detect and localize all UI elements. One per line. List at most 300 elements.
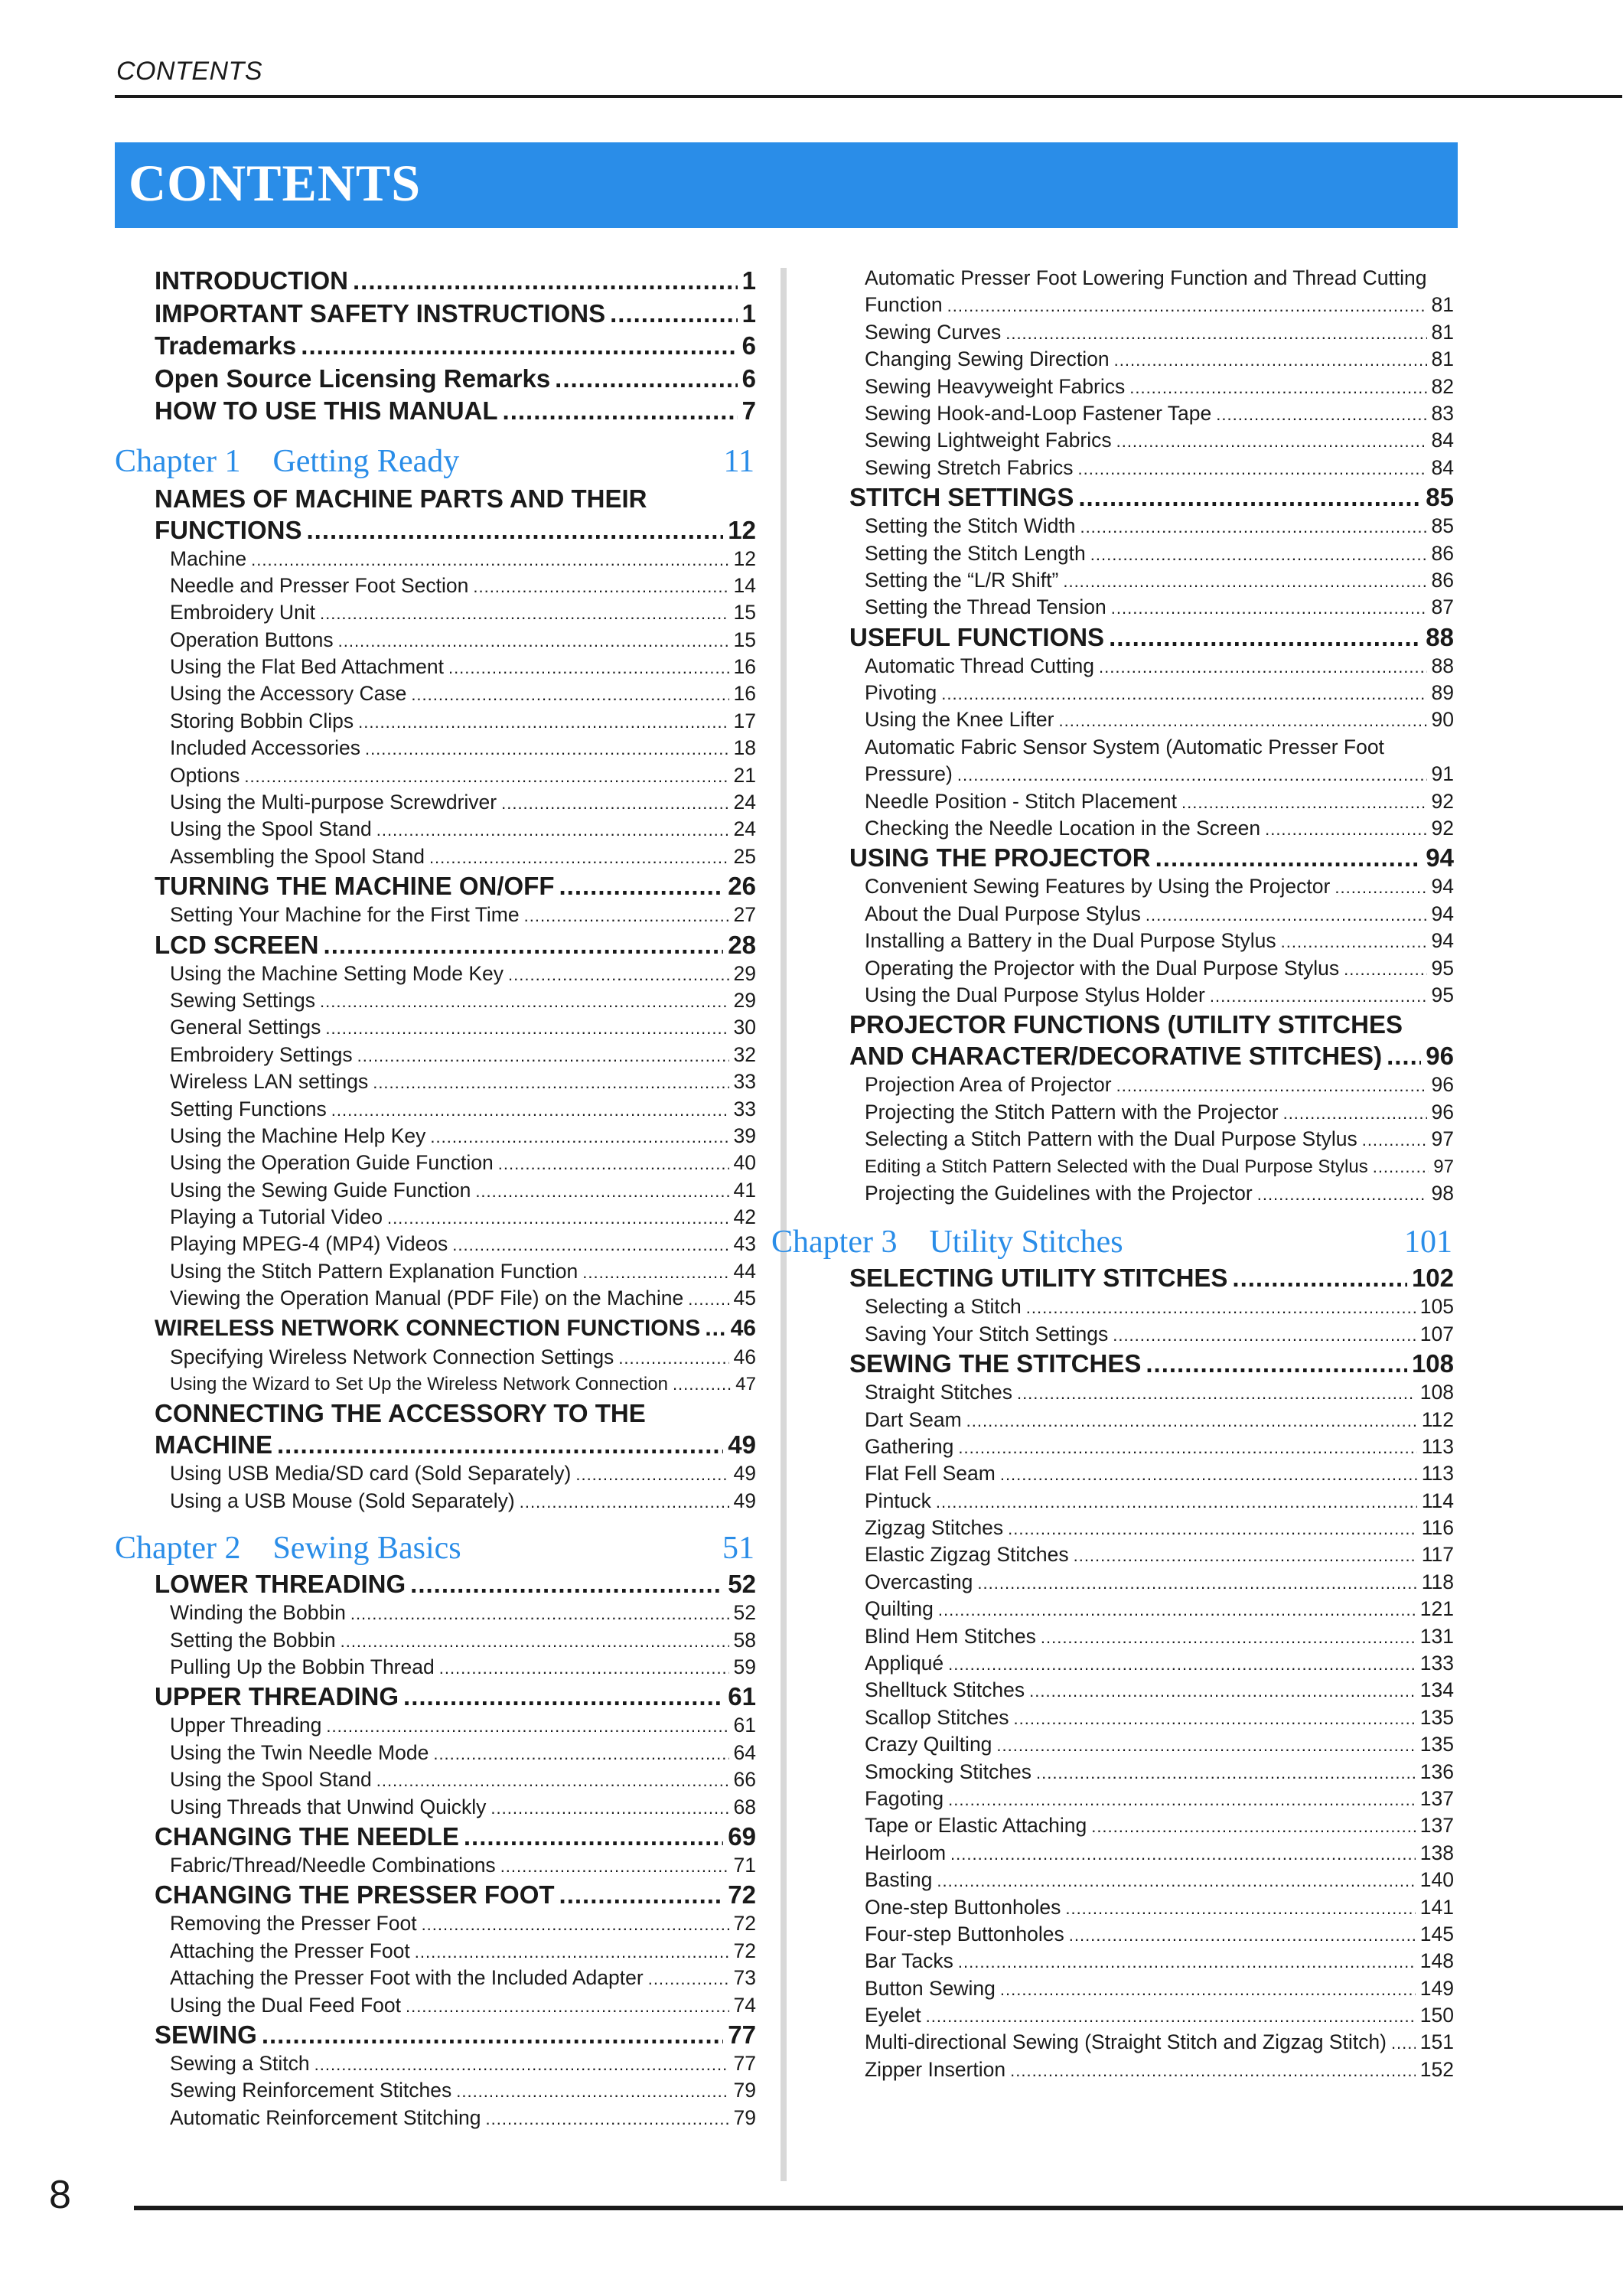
toc-group (115, 1681, 756, 1712)
section-page: 12 (728, 515, 756, 544)
entry-page: 92 (1431, 817, 1454, 840)
dot-leader (936, 1488, 1417, 1515)
dot-leader (376, 816, 729, 843)
dot-leader (501, 789, 728, 817)
chapter-page: 51 (722, 1531, 754, 1567)
dot-leader (320, 987, 728, 1015)
toc-subentry[interactable] (170, 1371, 756, 1397)
toc-subentry[interactable] (865, 1407, 1454, 1433)
toc-group (810, 1293, 1454, 1348)
chapter-page: 101 (1404, 1225, 1452, 1261)
entry-page: 135 (1419, 1705, 1454, 1729)
entry-title: Using the Flat Bed Attachment (170, 655, 444, 679)
entry-title: Wireless LAN settings (170, 1070, 369, 1094)
entry-page: 140 (1419, 1868, 1454, 1892)
toc-group (115, 546, 756, 871)
dot-leader (958, 1948, 1416, 1975)
toc-subentry[interactable] (170, 987, 756, 1014)
entry-page: 16 (733, 655, 756, 679)
toc-subentry[interactable] (170, 1231, 756, 1257)
entry-title: Setting the Stitch Length (865, 541, 1086, 565)
entry-page: 72 (728, 1880, 756, 1910)
dot-leader (341, 1627, 729, 1655)
entry-page: 41 (733, 1178, 756, 1202)
dot-leader (262, 2019, 723, 2050)
dot-leader (1036, 1759, 1416, 1786)
toc-subentry[interactable] (865, 1894, 1454, 1921)
dot-leader (938, 1596, 1416, 1623)
toc-subentry[interactable] (865, 1786, 1454, 1812)
toc-section[interactable] (155, 1397, 756, 1460)
dot-leader (996, 1731, 1415, 1759)
section-title-line2: FUNCTIONS (155, 515, 302, 544)
entry-title: CHANGING THE PRESSER FOOT (155, 1880, 555, 1910)
entry-page: 24 (733, 791, 756, 814)
dot-leader (1335, 873, 1426, 901)
entry-title: Using the Spool Stand (170, 817, 372, 841)
entry-page: 152 (1419, 2057, 1454, 2081)
entry-title: Crazy Quilting (865, 1733, 992, 1756)
entry-title: WIRELESS NETWORK CONNECTION FUNCTIONS (155, 1315, 701, 1341)
entry-title: SEWING (155, 2020, 257, 2049)
toc-subentry[interactable] (865, 1071, 1454, 1098)
toc-group (810, 481, 1454, 513)
dot-leader (559, 1879, 724, 1910)
toc-section[interactable] (849, 1348, 1454, 1379)
entry-page: 138 (1419, 1841, 1454, 1864)
entry-title: Pivoting (865, 681, 937, 705)
front-matter-entry[interactable] (155, 363, 756, 396)
toc-section[interactable] (849, 621, 1454, 653)
entry-title: Quilting (865, 1597, 934, 1621)
toc-subentry[interactable] (865, 427, 1454, 454)
toc-subentry[interactable] (865, 513, 1454, 540)
dot-leader (1065, 1894, 1415, 1922)
toc-subentry[interactable] (170, 843, 756, 870)
toc-subentry[interactable] (865, 1677, 1454, 1704)
toc-subentry[interactable] (865, 815, 1454, 842)
dot-leader (1090, 540, 1427, 568)
toc-subentry[interactable] (865, 1569, 1454, 1596)
dot-leader (1257, 1180, 1427, 1208)
section-title-line2: MACHINE (155, 1430, 272, 1459)
entry-title: Setting the Bobbin (170, 1628, 336, 1652)
toc-subentry[interactable] (170, 816, 756, 843)
dot-leader (977, 1569, 1416, 1596)
toc-subentry[interactable] (865, 1921, 1454, 1948)
dot-leader (1281, 928, 1427, 955)
toc-entry[interactable] (810, 734, 1454, 788)
entry-page: 85 (1431, 514, 1454, 538)
toc-subentry[interactable] (865, 594, 1454, 621)
entry-title: Blind Hem Stitches (865, 1624, 1036, 1648)
toc-subentry[interactable] (170, 1177, 756, 1204)
chapter-2-heading[interactable] (115, 1528, 756, 1568)
entry-title: Saving Your Stitch Settings (865, 1322, 1109, 1345)
toc-section[interactable] (849, 1262, 1454, 1293)
entry-title: Options (170, 763, 240, 787)
toc-subentry[interactable] (170, 1965, 756, 1991)
toc-subentry[interactable] (865, 1623, 1454, 1650)
entry-title: Fabric/Thread/Needle Combinations (170, 1853, 496, 1877)
toc-subentry[interactable] (865, 1812, 1454, 1839)
toc-subentry[interactable] (170, 1488, 756, 1515)
toc-left-column (115, 265, 756, 2131)
entry-page: 145 (1419, 1922, 1454, 1945)
toc-subentry[interactable] (865, 928, 1454, 954)
entry-title: Appliqué (865, 1652, 944, 1675)
toc-group (810, 1262, 1454, 1293)
toc-group (810, 1348, 1454, 1379)
dot-leader (475, 1177, 728, 1205)
toc-subentry[interactable] (865, 455, 1454, 481)
toc-subentry[interactable] (865, 319, 1454, 346)
toc-subentry[interactable] (170, 1042, 756, 1068)
toc-section[interactable] (155, 929, 756, 960)
dot-leader (1063, 567, 1426, 595)
dot-leader (1116, 1071, 1427, 1099)
dot-leader (358, 708, 728, 735)
toc-group (810, 1379, 1454, 2083)
toc-subentry[interactable] (865, 540, 1454, 567)
entry-page: 108 (1419, 1381, 1454, 1404)
dot-leader (403, 1681, 723, 1712)
toc-subentry[interactable] (170, 1627, 756, 1654)
dot-leader (958, 1433, 1416, 1461)
toc-subentry[interactable] (865, 2056, 1454, 2083)
toc-subentry[interactable] (170, 902, 756, 928)
toc-subentry[interactable] (865, 1460, 1454, 1487)
entry-title: Using the Dual Purpose Stylus Holder (865, 983, 1205, 1006)
entry-page: 113 (1421, 1434, 1454, 1458)
toc-subentry[interactable] (865, 1541, 1454, 1568)
entry-title: HOW TO USE THIS MANUAL (155, 396, 498, 425)
entry-title: Embroidery Settings (170, 1042, 353, 1066)
toc-subentry[interactable] (865, 1596, 1454, 1623)
dot-leader (1362, 1126, 1427, 1153)
entry-title: Dart Seam (865, 1407, 962, 1431)
toc-subentry[interactable] (170, 1123, 756, 1150)
toc-subentry[interactable] (170, 2077, 756, 2104)
toc-subentry[interactable] (865, 955, 1454, 982)
dot-leader (1069, 1921, 1416, 1949)
toc-subentry[interactable] (865, 1840, 1454, 1867)
entry-page: 136 (1419, 1760, 1454, 1783)
toc-subentry[interactable] (170, 1204, 756, 1231)
toc-group (115, 1821, 756, 1852)
toc-subentry[interactable] (170, 1150, 756, 1176)
toc-subentry[interactable] (865, 1515, 1454, 1541)
toc-subentry[interactable] (170, 1344, 756, 1371)
toc-subentry[interactable] (865, 1293, 1454, 1320)
entry-title: Using the Knee Lifter (865, 708, 1054, 732)
entry-title: Smocking Stitches (865, 1760, 1031, 1783)
dot-leader (1078, 481, 1421, 513)
toc-subentry[interactable] (865, 1867, 1454, 1893)
dot-leader (1080, 513, 1426, 540)
toc-subentry[interactable] (865, 1488, 1454, 1515)
toc-section[interactable] (155, 1568, 756, 1600)
toc-subentry[interactable] (865, 1099, 1454, 1126)
entry-title: Pintuck (865, 1489, 931, 1512)
entry-page: 92 (1431, 789, 1454, 813)
entry-page: 96 (1431, 1100, 1454, 1124)
entry-page: 84 (1431, 455, 1454, 479)
toc-subentry[interactable] (865, 1948, 1454, 1975)
entry-page: 137 (1419, 1814, 1454, 1838)
toc-subentry[interactable] (865, 1321, 1454, 1348)
chapter-page: 11 (723, 443, 754, 479)
toc-subentry[interactable] (170, 546, 756, 572)
entry-title: UPPER THREADING (155, 1682, 399, 1711)
entry-title: Sewing Hook-and-Loop Fastener Tape (865, 401, 1212, 425)
toc-subentry[interactable] (865, 901, 1454, 928)
entry-title: Operation Buttons (170, 628, 334, 651)
dot-leader (937, 1867, 1415, 1894)
toc-section[interactable] (155, 1821, 756, 1852)
entry-title: Using the Twin Needle Mode (170, 1740, 429, 1764)
toc-subentry[interactable] (170, 708, 756, 735)
entry-title-line2: Pressure) (865, 762, 953, 786)
dot-leader (1017, 1379, 1416, 1407)
entry-page: 113 (1421, 1462, 1454, 1486)
toc-section[interactable] (849, 1009, 1454, 1071)
toc-subentry[interactable] (865, 1650, 1454, 1677)
toc-subentry[interactable] (170, 1794, 756, 1821)
toc-subentry[interactable] (170, 1096, 756, 1123)
dot-leader (448, 654, 729, 681)
entry-title: Using the Machine Help Key (170, 1124, 426, 1147)
dot-leader (1077, 455, 1426, 482)
toc-section[interactable] (155, 870, 756, 902)
toc-group (115, 2019, 756, 2050)
entry-page: 131 (1419, 1624, 1454, 1648)
entry-title: Using the Accessory Case (170, 682, 407, 706)
toc-subentry[interactable] (170, 1740, 756, 1766)
entry-page: 49 (733, 1489, 756, 1512)
toc-section[interactable] (155, 1313, 756, 1344)
toc-section[interactable] (155, 2019, 756, 2050)
entry-title: Sewing Settings (170, 988, 316, 1012)
entry-title: Specifying Wireless Network Connection Settings (170, 1345, 614, 1368)
entry-page: 59 (733, 1655, 756, 1678)
toc-subentry[interactable] (865, 2002, 1454, 2029)
toc-subentry[interactable] (865, 873, 1454, 900)
section-title-line2: AND CHARACTER/DECORATIVE STITCHES) (849, 1042, 1383, 1071)
dot-leader (433, 1740, 728, 1767)
toc-subentry[interactable] (865, 2029, 1454, 2056)
entry-page: 42 (733, 1205, 756, 1229)
dot-leader (331, 1096, 729, 1124)
entry-page: 134 (1419, 1678, 1454, 1702)
toc-subentry[interactable] (865, 788, 1454, 815)
toc-subentry[interactable] (170, 654, 756, 680)
toc-subentry[interactable] (865, 1731, 1454, 1758)
entry-title: Trademarks (155, 331, 297, 360)
entry-page: 88 (1431, 654, 1454, 677)
toc-section[interactable] (155, 1681, 756, 1712)
toc-subentry[interactable] (170, 1285, 756, 1312)
toc-subentry[interactable] (170, 572, 756, 599)
toc-subentry[interactable] (865, 567, 1454, 594)
dot-leader (1216, 400, 1426, 428)
entry-title: Sewing a Stitch (170, 2051, 310, 2075)
entry-title: Scallop Stitches (865, 1705, 1009, 1729)
entry-title: Installing a Battery in the Dual Purpose Stylus (865, 929, 1276, 953)
toc-subentry[interactable] (170, 1910, 756, 1937)
toc-subentry[interactable] (170, 1938, 756, 1965)
entry-page: 69 (728, 1821, 756, 1851)
entry-page: 137 (1419, 1786, 1454, 1810)
entry-page: 73 (733, 1966, 756, 1990)
toc-subentry[interactable] (865, 653, 1454, 680)
toc-group (115, 1568, 756, 1600)
toc-subentry[interactable] (865, 1975, 1454, 2002)
entry-title: Operating the Projector with the Dual Purpose Stylus (865, 956, 1340, 980)
toc-subentry[interactable] (170, 960, 756, 987)
toc-section[interactable] (849, 481, 1454, 513)
toc-subentry[interactable] (170, 1014, 756, 1041)
entry-page: 30 (733, 1016, 756, 1039)
chapter-3-heading[interactable] (771, 1222, 1454, 1262)
toc-subentry[interactable] (865, 982, 1454, 1009)
toc-subentry[interactable] (170, 762, 756, 789)
dot-leader (452, 1231, 728, 1258)
toc-section[interactable] (849, 842, 1454, 873)
entry-page: 90 (1431, 708, 1454, 732)
dot-leader (439, 1654, 729, 1681)
toc-subentry[interactable] (170, 2105, 756, 2131)
entry-page: 114 (1421, 1489, 1454, 1512)
entry-page: 64 (733, 1740, 756, 1764)
entry-title: Needle and Presser Foot Section (170, 573, 469, 597)
toc-subentry[interactable] (170, 1600, 756, 1626)
toc-subentry[interactable] (170, 1068, 756, 1095)
entry-title: Sewing Reinforcement Stitches (170, 2079, 452, 2102)
toc-subentry[interactable] (865, 1153, 1454, 1180)
toc-subentry[interactable] (170, 1852, 756, 1879)
entry-title: Attaching the Presser Foot with the Included Adapter (170, 1966, 644, 1990)
front-matter-entry[interactable] (155, 298, 756, 331)
chapter-title: Chapter 2 Sewing Basics (115, 1531, 461, 1567)
dot-leader (410, 1568, 723, 1600)
entry-title: Button Sewing (865, 1976, 996, 2000)
toc-subentry[interactable] (170, 1654, 756, 1681)
entry-page: 94 (1431, 902, 1454, 925)
toc-subentry[interactable] (170, 1460, 756, 1487)
toc-section[interactable] (155, 483, 756, 546)
dot-leader (324, 929, 724, 960)
entry-title-line1: Automatic Presser Foot Lowering Function and Thread Cutting (865, 266, 1427, 289)
toc-group (810, 653, 1454, 734)
toc-subentry[interactable] (170, 599, 756, 626)
entry-title: Selecting a Stitch (865, 1295, 1022, 1319)
toc-subentry[interactable] (865, 400, 1454, 427)
entry-page: 45 (733, 1287, 756, 1310)
entry-page: 133 (1419, 1652, 1454, 1675)
entry-title: Setting the Stitch Width (865, 514, 1076, 538)
dot-leader (1265, 815, 1426, 843)
entry-title: Zipper Insertion (865, 2057, 1006, 2081)
dot-leader (1232, 1262, 1407, 1293)
toc-subentry[interactable] (865, 1180, 1454, 1207)
front-matter-entry[interactable] (155, 265, 756, 298)
entry-page: 121 (1419, 1597, 1454, 1621)
dot-leader (1146, 901, 1427, 928)
entry-title: INTRODUCTION (155, 266, 348, 295)
toc-subentry[interactable] (170, 680, 756, 707)
entry-title: Using the Machine Setting Mode Key (170, 961, 504, 985)
dot-leader (1091, 1812, 1416, 1840)
entry-page: 29 (733, 988, 756, 1012)
entry-page: 86 (1431, 568, 1454, 592)
front-matter-entry[interactable] (155, 330, 756, 363)
entry-page: 26 (728, 872, 756, 901)
dot-leader (559, 870, 723, 902)
toc-subentry[interactable] (865, 373, 1454, 400)
entry-title: Sewing Curves (865, 320, 1002, 344)
entry-page: 149 (1419, 1976, 1454, 2000)
toc-subentry[interactable] (865, 706, 1454, 733)
entry-title: Using the Dual Feed Foot (170, 1993, 401, 2017)
entry-page: 84 (1431, 429, 1454, 452)
toc-subentry[interactable] (865, 1704, 1454, 1731)
entry-title: Projecting the Stitch Pattern with the Projector (865, 1100, 1279, 1124)
dot-leader (411, 680, 728, 708)
entry-page: 12 (733, 546, 756, 570)
entry-title: Gathering (865, 1434, 954, 1458)
toc-subentry[interactable] (170, 1766, 756, 1793)
dot-leader (1008, 1515, 1417, 1542)
toc-subentry[interactable] (865, 680, 1454, 706)
entry-page: 66 (733, 1768, 756, 1792)
toc-subentry[interactable] (865, 1433, 1454, 1460)
front-matter-entry[interactable] (155, 395, 756, 428)
toc-subentry[interactable] (865, 1759, 1454, 1786)
dot-leader (1391, 2029, 1416, 2056)
toc-subentry[interactable] (170, 627, 756, 654)
toc-entry[interactable] (810, 265, 1454, 319)
toc-group (810, 1071, 1454, 1207)
toc-subentry[interactable] (170, 2050, 756, 2077)
entry-page: 33 (733, 1070, 756, 1094)
toc-subentry[interactable] (865, 346, 1454, 373)
toc-subentry[interactable] (865, 1379, 1454, 1406)
dot-leader (688, 1285, 728, 1313)
chapter-1-heading[interactable] (115, 442, 756, 481)
dot-leader (1111, 594, 1427, 621)
toc-subentry[interactable] (170, 789, 756, 816)
toc-subentry[interactable] (170, 735, 756, 762)
entry-page: 39 (733, 1124, 756, 1147)
dot-leader (1074, 1541, 1417, 1569)
toc-section[interactable] (155, 1879, 756, 1910)
entry-title: Setting Your Machine for the First Time (170, 903, 520, 927)
entry-title: Sewing Lightweight Fabrics (865, 429, 1112, 452)
entry-page: 18 (733, 736, 756, 760)
entry-title: Winding the Bobbin (170, 1601, 346, 1625)
toc-subentry[interactable] (170, 1992, 756, 2019)
entry-page: 151 (1419, 2030, 1454, 2054)
entry-title: USEFUL FUNCTIONS (849, 622, 1105, 651)
entry-page: 40 (733, 1151, 756, 1175)
dot-leader (524, 902, 729, 929)
entry-title: Overcasting (865, 1570, 973, 1593)
toc-subentry[interactable] (170, 1258, 756, 1285)
toc-subentry[interactable] (170, 1712, 756, 1739)
toc-subentry[interactable] (865, 1126, 1454, 1153)
dot-leader (387, 1204, 729, 1231)
